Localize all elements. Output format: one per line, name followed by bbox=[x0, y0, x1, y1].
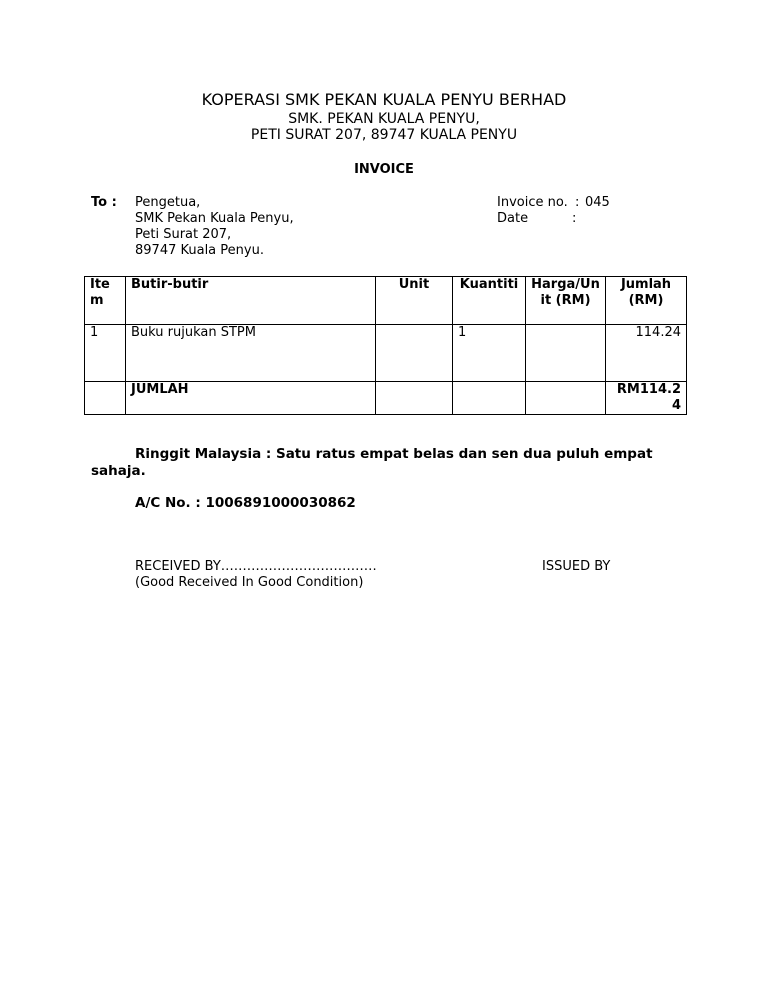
table-row bbox=[85, 325, 687, 382]
document-title: INVOICE bbox=[354, 162, 414, 177]
item-amount: 114.24 bbox=[606, 325, 687, 382]
issued-by: ISSUED BY bbox=[542, 559, 611, 574]
total-label: JUMLAH bbox=[126, 382, 376, 415]
recipient-line-4: 89747 Kuala Penyu. bbox=[135, 243, 264, 258]
total-empty-cell bbox=[453, 382, 526, 415]
item-description: Buku rujukan STPM bbox=[126, 325, 376, 382]
header-unit: Unit bbox=[376, 277, 453, 325]
header-item: Item bbox=[85, 277, 126, 325]
organization-address-line-2: PETI SURAT 207, 89747 KUALA PENYU bbox=[250, 127, 518, 143]
received-by: RECEIVED BY……………………………… bbox=[135, 559, 377, 574]
header-unit-price: Harga/Unit (RM) bbox=[526, 277, 606, 325]
invoice-number-label: Invoice no. bbox=[497, 195, 568, 210]
table-header-row bbox=[85, 277, 687, 325]
item-unit bbox=[376, 325, 453, 382]
item-number: 1 bbox=[85, 325, 126, 382]
total-empty-cell bbox=[85, 382, 126, 415]
account-number: A/C No. : 1006891000030862 bbox=[135, 495, 356, 511]
amount-in-words: Ringgit Malaysia : Satu ratus empat belas dan sen dua puluh empat sahaja. bbox=[91, 446, 653, 479]
header-amount: Jumlah (RM) bbox=[606, 277, 687, 325]
invoice-items-table bbox=[84, 276, 687, 415]
organization-address-line-1: SMK. PEKAN KUALA PENYU, bbox=[288, 111, 480, 127]
recipient-line-1: Pengetua, bbox=[135, 195, 201, 210]
date-separator: : bbox=[572, 211, 577, 226]
recipient-line-3: Peti Surat 207, bbox=[135, 227, 232, 242]
received-note: (Good Received In Good Condition) bbox=[135, 575, 364, 590]
organization-name: KOPERASI SMK PEKAN KUALA PENYU BERHAD bbox=[201, 90, 567, 109]
total-empty-cell bbox=[526, 382, 606, 415]
date-label: Date bbox=[497, 211, 529, 226]
total-value: RM114.24 bbox=[606, 382, 687, 415]
header-quantity: Kuantiti bbox=[453, 277, 526, 325]
item-unit-price bbox=[526, 325, 606, 382]
recipient-line-2: SMK Pekan Kuala Penyu, bbox=[135, 211, 294, 226]
item-quantity: 1 bbox=[453, 325, 526, 382]
header-description: Butir-butir bbox=[126, 277, 376, 325]
invoice-number-separator: : bbox=[575, 195, 580, 210]
recipient-label: To : bbox=[91, 195, 117, 210]
total-empty-cell bbox=[376, 382, 453, 415]
invoice-number-value: 045 bbox=[585, 195, 610, 210]
table-total-row bbox=[85, 382, 687, 415]
